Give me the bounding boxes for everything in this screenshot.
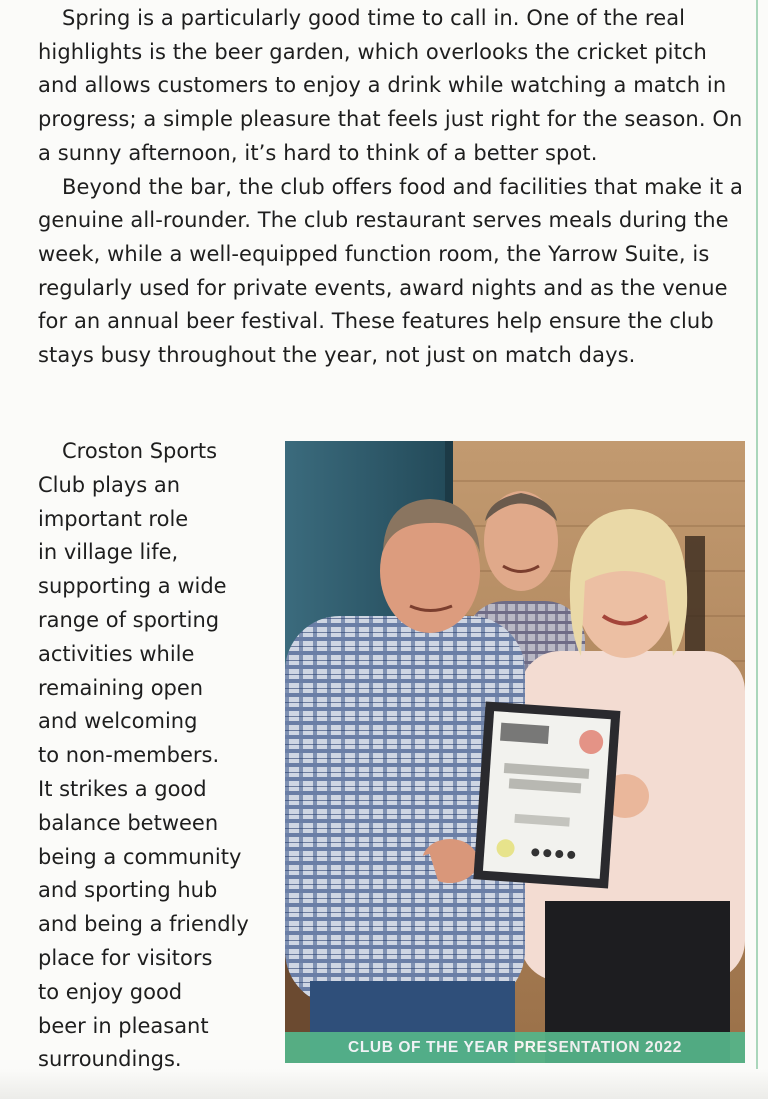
photo-caption: CLUB OF THE YEAR PRESENTATION 2022 — [348, 1038, 682, 1056]
narrow-column-line: in village life, — [38, 540, 179, 565]
narrow-column-line: and sporting hub — [38, 878, 218, 903]
narrow-column-line: activities while — [38, 641, 195, 666]
narrow-column-line: to enjoy good — [38, 979, 183, 1004]
narrow-column-line: and being a friendly — [38, 912, 249, 937]
narrow-column-line: remaining open — [38, 675, 204, 700]
narrow-column-line: place for visitors — [38, 945, 213, 970]
narrow-column-line: Croston Sports — [62, 439, 218, 463]
page-edge-rule — [756, 0, 758, 1099]
narrow-column-line: and welcoming — [38, 709, 198, 734]
narrow-column-line: being a community — [38, 844, 242, 869]
narrow-column-line: range of sporting — [38, 607, 220, 632]
narrow-column-line: to non-members. — [38, 743, 220, 768]
paragraph-facilities: Beyond the bar, the club offers food and facilities that make it a genuine all-rounder. The club restaurant serves meals during the week, while a well-equipped function room, the Yarrow Suite, is regularly used for private events, award nights and as the venue for an annual beer festival. These features help ensure the club stays busy throughout the year, not just on match days. — [38, 174, 743, 368]
photo-illustration — [285, 441, 745, 1063]
narrow-column-line: supporting a wide — [38, 574, 227, 599]
article-body-narrow-column — [38, 435, 276, 1077]
paragraph-spring: Spring is a particularly good time to call in. One of the real highlights is the beer garden, which overlooks the cricket pitch and allows customers to enjoy a drink while watching a match in progress; a simple pleasure that feels just right for the season. On a sunny afternoon, it’s hard to think of a better spot. — [38, 6, 743, 165]
narrow-column-line: important role — [38, 506, 189, 531]
narrow-column-line: It strikes a good — [38, 776, 207, 801]
narrow-column-line: beer in pleasant — [38, 1013, 209, 1038]
narrow-column-line: balance between — [38, 810, 219, 835]
narrow-column-line: surroundings. — [38, 1047, 182, 1072]
article-body-top — [38, 2, 750, 373]
photo-caption-banner — [285, 1032, 745, 1063]
narrow-column-line: Club plays an — [38, 472, 181, 497]
presentation-photo — [285, 441, 745, 1063]
